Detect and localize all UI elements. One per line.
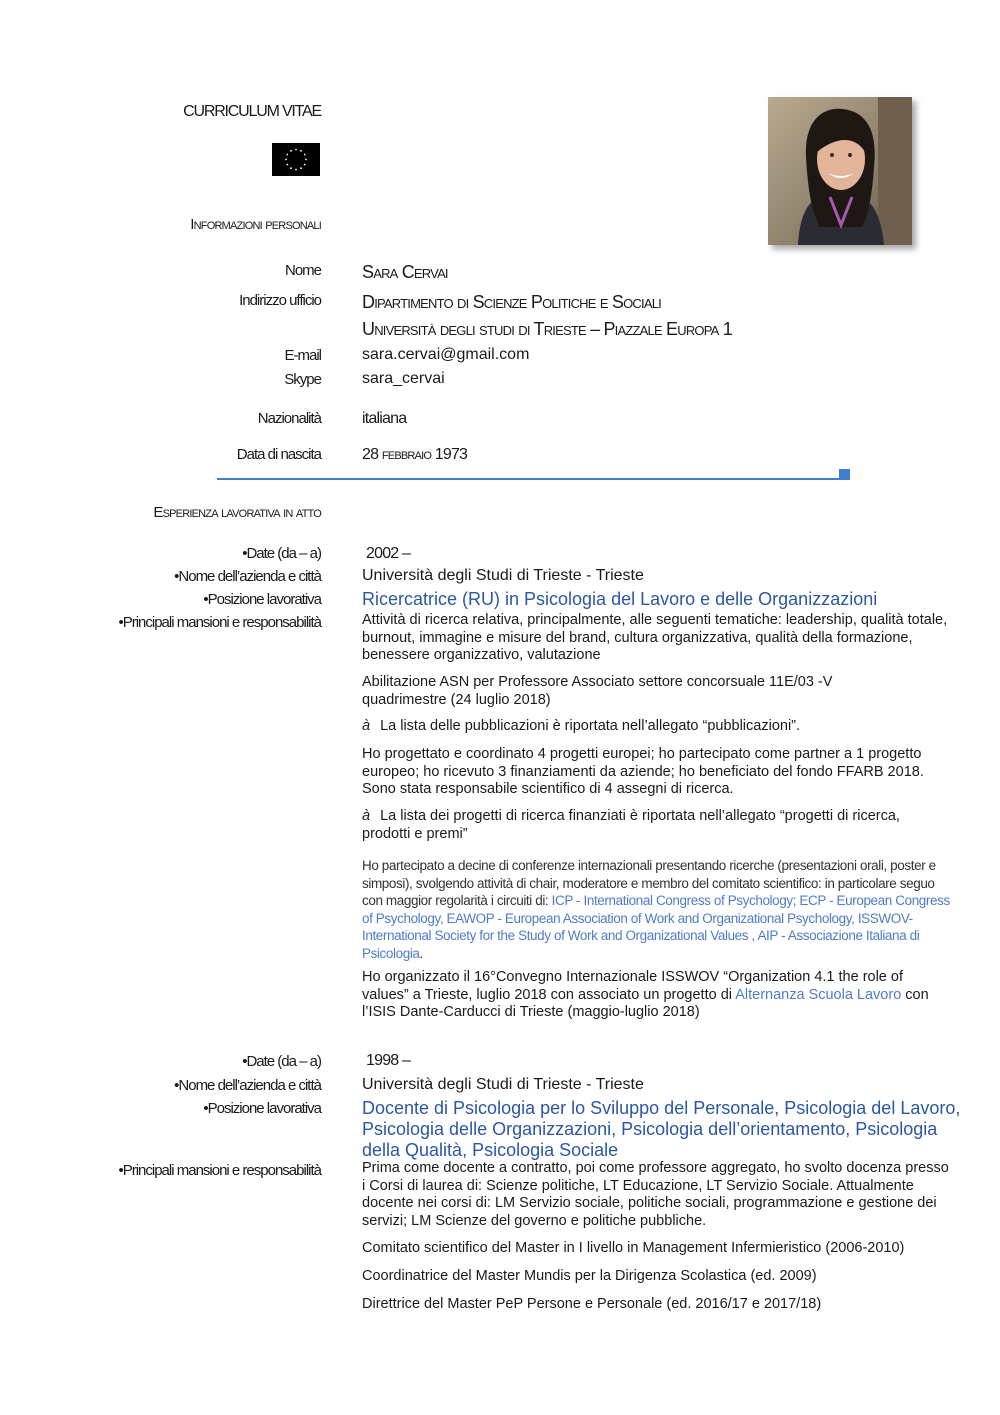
job2-company: Università degli Studi di Trieste - Trieste bbox=[362, 1076, 644, 1093]
divider-rule bbox=[217, 478, 839, 480]
job2-duties-label: •Principali mansioni e responsabilità bbox=[118, 1162, 321, 1179]
email-label: E-mail bbox=[284, 347, 321, 364]
name-value: Sara Cervai bbox=[362, 262, 448, 282]
job1-p7-end: con l’ISIS Dante-Carducci di Trieste (maggio-luglio 2018) bbox=[362, 986, 929, 1020]
birth-label: Data di nascita bbox=[236, 446, 321, 463]
arrow-icon: à bbox=[362, 808, 371, 824]
job2-position-label: •Posizione lavorativa bbox=[203, 1100, 321, 1117]
conference-links[interactable]: ICP - International Congress of Psychology; ECP - European Congress of Psychology, EAWOP - European Association of Work and Organizational Psychology, ISSWOV-International Society for the Study of Work and Organizational Values , AIP - Associazione Italiana di Psicologia bbox=[362, 893, 950, 961]
nationality-label: Nazionalità bbox=[257, 410, 321, 427]
job1-duties-label: •Principali mansioni e responsabilità bbox=[118, 614, 321, 631]
job1-paragraph-6 bbox=[362, 857, 952, 962]
job1-company: Università degli Studi di Trieste - Trieste bbox=[362, 567, 644, 584]
job2-paragraph-4: Direttrice del Master PeP Persone e Personale (ed. 2016/17 e 2017/18) bbox=[362, 1296, 822, 1312]
job1-paragraph-7 bbox=[362, 969, 952, 1022]
job2-paragraph-1: Prima come docente a contratto, poi come professore aggregato, ho svolto docenza presso i Corsi di laurea di: Scienze politiche, LT Educazione, LT Servizio Sociale. Attualmente docente nei corsi di: LM Servizio sociale, politiche sociali, programmazione e gestione dei servizi; LM Scienze del governo e politiche pubbliche. bbox=[362, 1160, 949, 1229]
job1-p6-text: Ho partecipato a decine di conferenze internazionali presentando ricerche (presentazioni orali, poster e simposi), svolgendo attività di chair, moderatore e membro del comitato scientifico: in particolare seguo con maggior regolarità i circuiti di: bbox=[362, 858, 936, 908]
profile-photo bbox=[768, 97, 912, 245]
job1-p6-end: . bbox=[419, 945, 423, 961]
skype-value: sara_cervai bbox=[362, 370, 445, 387]
job1-dates-label: •Date (da – a) bbox=[242, 545, 321, 562]
job1-paragraph-5 bbox=[362, 808, 952, 843]
skype-label: Skype bbox=[284, 371, 321, 388]
name-label: Nome bbox=[284, 262, 321, 279]
job1-paragraph-1: Attività di ricerca relativa, principalmente, alle seguenti tematiche: leadership, qualità totale, burnout, immagine e misure del brand, cultura organizzativa, qualità della formazione, benessere organizzativo, valutazione bbox=[362, 612, 948, 663]
job1-p5-text: La lista dei progetti di ricerca finanziati è riportata nell’allegato “progetti di ricerca, prodotti e premi” bbox=[362, 808, 900, 842]
birth-year: 1973 bbox=[434, 446, 468, 463]
job2-paragraph-2: Comitato scientifico del Master in I livello in Management Infermieristico (2006-2010) bbox=[362, 1240, 905, 1256]
job1-company-label: •Nome dell’azienda e città bbox=[174, 568, 321, 585]
job1-p7-text: Ho organizzato il 16°Convegno Internazionale ISSWOV “Organization 4.1 the role of values” a Trieste, luglio 2018 con associato un progetto di bbox=[362, 969, 903, 1003]
job1-position: Ricercatrice (RU) in Psicologia del Lavoro e delle Organizzazioni bbox=[362, 589, 878, 609]
job1-p3-text: La lista delle pubblicazioni è riportata nell’allegato “pubblicazioni”. bbox=[380, 718, 801, 734]
personal-section-title: Informazioni personali bbox=[190, 216, 321, 233]
job2-company-label: •Nome dell’azienda e città bbox=[174, 1077, 321, 1094]
birth-value bbox=[362, 446, 467, 464]
office-line-2: Università degli studi di Trieste – Piazzale Europa 1 bbox=[362, 319, 732, 339]
nationality-value: italiana bbox=[362, 410, 407, 427]
job2-dates: 1998 – bbox=[366, 1052, 411, 1069]
job2-position: Docente di Psicologia per lo Sviluppo del Personale, Psicologia del Lavoro, Psicologia delle Organizzazioni, Psicologia dell’orientamento, Psicologia della Qualità, Psicologia Sociale bbox=[362, 1098, 961, 1160]
alternanza-link[interactable]: Alternanza Scuola Lavoro bbox=[735, 986, 902, 1003]
job1-paragraph-3 bbox=[362, 718, 952, 736]
birth-day: 28 bbox=[362, 446, 379, 463]
job1-paragraph-2: Abilitazione ASN per Professore Associato settore concorsuale 11E/03 -V quadrimestre (24 luglio 2018) bbox=[362, 674, 833, 708]
office-label: Indirizzo ufficio bbox=[239, 292, 321, 309]
job1-paragraph-4: Ho progettato e coordinato 4 progetti europei; ho partecipato come partner a 1 progetto europeo; ho ricevuto 3 finanziamenti da aziende; ho beneficiato del fondo FFARB 2018. Sono stata responsabile scientifico di 4 assegni di ricerca. bbox=[362, 746, 924, 797]
experience-section-title: Esperienza lavorativa in atto bbox=[153, 504, 321, 521]
eu-flag-icon bbox=[272, 143, 320, 176]
arrow-icon: à bbox=[362, 718, 371, 734]
divider-square bbox=[839, 469, 850, 480]
job1-dates: 2002 – bbox=[366, 545, 411, 562]
cv-title: CURRICULUM VITAE bbox=[183, 103, 321, 120]
job1-position-label: •Posizione lavorativa bbox=[203, 591, 321, 608]
job2-paragraph-3: Coordinatrice del Master Mundis per la Dirigenza Scolastica (ed. 2009) bbox=[362, 1268, 817, 1284]
office-line-1: Dipartimento di Scienze Politiche e Sociali bbox=[362, 292, 661, 312]
job2-dates-label: •Date (da – a) bbox=[242, 1053, 321, 1070]
birth-month: FEBBRAIO bbox=[381, 450, 432, 462]
email-value[interactable]: sara.cervai@gmail.com bbox=[362, 346, 530, 363]
